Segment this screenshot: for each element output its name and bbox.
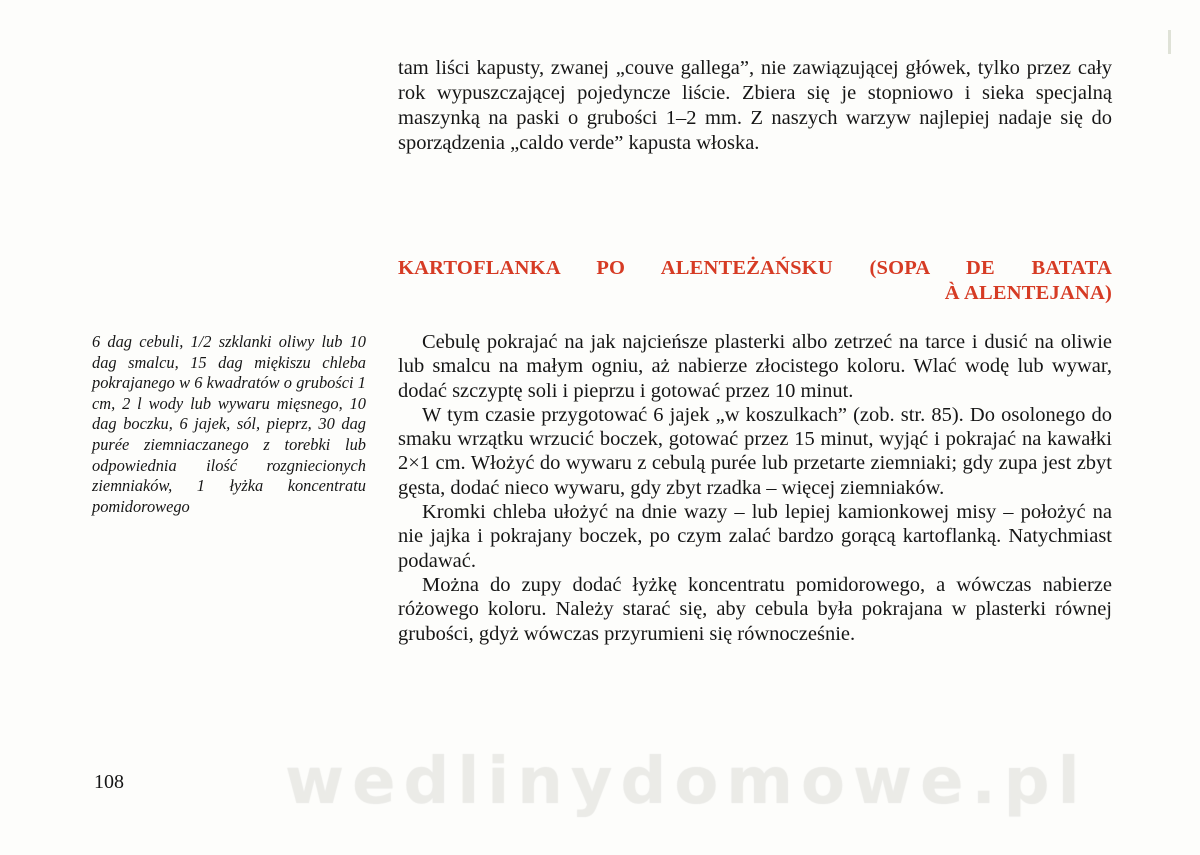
method-paragraph: Kromki chleba ułożyć na dnie wazy – lub lepiej kamionkowej misy – położyć na nie jajka i pokrajany boczek, po czym zalać bardzo gorącą kartoflanką. Natychmiast podawać. bbox=[398, 501, 1112, 572]
method-paragraph: W tym czasie przygotować 6 jajek „w koszulkach” (zob. str. 85). Do osolonego do smaku wrzątku wrzucić boczek, gotować przez 15 minut, wyjąć i pokrajać na kawałki 2×1 cm. Włożyć do wywaru z cebulą purée lub przetarte ziemniaki; gdy zupa jest zbyt gęsta, dodać nieco wywaru, gdy zbyt rzadka – więcej ziemniaków. bbox=[398, 403, 1112, 499]
recipe-title-line-1: KARTOFLANKA PO ALENTEŻAŃSKU (SOPA DE BATATA bbox=[398, 257, 1112, 279]
method-paragraph: Cebulę pokrajać na jak najcieńsze plasterki albo zetrzeć na tarce i dusić na oliwie lub smalcu na małym ogniu, aż nabierze złocistego koloru. Wlać wodę lub wywar, dodać szczyptę soli i pieprzu i gotować przez 10 minut. bbox=[398, 331, 1112, 402]
intro-paragraph: tam liści kapusty, zwanej „couve gallega”, nie zawiązującej główek, tylko przez cały rok wypuszczającej pojedyncze liście. Zbiera się je stopniowo i sieka specjalną maszynką na paski o grubości 1–2 mm. Z naszych warzyw najlepiej nadaje się do sporządzenia „caldo verde” kapusta włoska. bbox=[398, 57, 1112, 154]
page-edge-mark bbox=[1168, 30, 1171, 54]
recipe-title-line-2: À ALENTEJANA) bbox=[944, 282, 1112, 304]
recipe-title bbox=[398, 256, 1112, 306]
method-paragraph: Można do zupy dodać łyżkę koncentratu pomidorowego, a wówczas nabierze różowego koloru. Należy starać się, aby cebula była pokrajana w plasterki równej grubości, gdyż wówczas przyrumieni się równocześnie. bbox=[398, 573, 1112, 645]
watermark: wedlinydomowe.pl bbox=[285, 745, 1088, 819]
recipe-method bbox=[398, 330, 1112, 646]
page-number: 108 bbox=[94, 771, 124, 793]
ingredients-list: 6 dag cebuli, 1/2 szklanki oliwy lub 10 dag smalcu, 15 dag miękiszu chleba pokrajanego w 6 kwadratów o grubości 1 cm, 2 l wody lub wywaru mięsnego, 10 dag boczku, 6 jajek, sól, pieprz, 30 dag purée ziemniaczanego z torebki lub odpowiednia ilość rozgniecionych ziemniaków, 1 łyżka koncentratu pomidorowego bbox=[92, 332, 366, 516]
